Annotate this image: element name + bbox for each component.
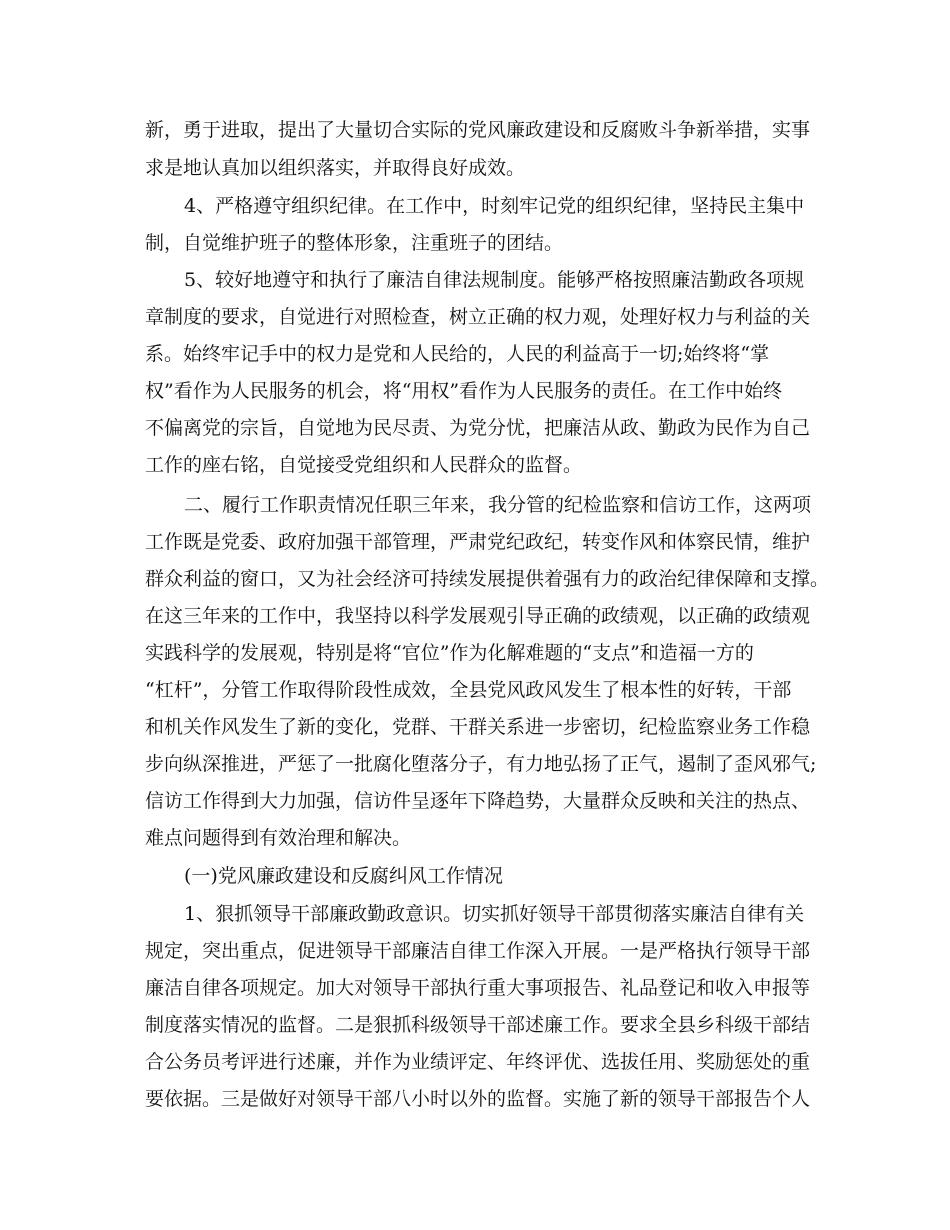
text-line: 廉洁自律各项规定。加大对领导干部执行重大事项报告、礼品登记和收入申报等	[145, 977, 811, 999]
text-line: 难点问题得到有效治理和解决。	[145, 827, 412, 849]
text-line: 要依据。三是做好对领导干部八小时以外的监督。实施了新的领导干部报告个人	[145, 1088, 811, 1110]
text-line: 群众利益的窗口，又为社会经济可持续发展提供着强有力的政治纪律保障和支撑。	[145, 568, 830, 590]
text-line: 工作既是党委、政府加强干部管理，严肃党纪政纪，转变作风和体察民情，维护	[145, 531, 811, 553]
text-line: 4、严格遵守组织纪律。在工作中，时刻牢记党的组织纪律，坚持民主集中	[184, 195, 805, 217]
text-line: 二、履行工作职责情况任职三年来，我分管的纪检监察和信访工作，这两项	[184, 494, 812, 516]
text-line: 章制度的要求，自觉进行对照检查，树立正确的权力观，处理好权力与利益的关	[145, 306, 811, 328]
section-heading: (一)党风廉政建设和反腐纠风工作情况	[184, 865, 503, 887]
text-line: 规定，突出重点，促进领导干部廉洁自律工作深入开展。一是严格执行领导干部	[145, 940, 811, 962]
text-line: 1、狠抓领导干部廉政勤政意识。切实抓好领导干部贯彻落实廉洁自律有关	[184, 903, 805, 925]
text-line: 制，自觉维护班子的整体形象，注重班子的团结。	[145, 232, 564, 254]
text-line: 新，勇于进取，提出了大量切合实际的党风廉政建设和反腐败斗争新举措，实事	[145, 119, 811, 141]
text-line: 制度落实情况的监督。二是狠抓科级领导干部述廉工作。要求全县乡科级干部结	[145, 1014, 811, 1036]
text-line: 系。始终牢记手中的权力是党和人民给的，人民的利益高于一切;始终将“掌	[145, 343, 770, 365]
text-line: 工作的座右铭，自觉接受党组织和人民群众的监督。	[145, 454, 583, 476]
text-line: 和机关作风发生了新的变化，党群、干群关系进一步密切，纪检监察业务工作稳	[145, 716, 811, 738]
text-line: 实践科学的发展观，特别是将“官位”作为化解难题的“支点”和造福一方的	[145, 642, 754, 664]
text-line: 不偏离党的宗旨，自觉地为民尽责、为党分忧，把廉洁从政、勤政为民作为自己	[145, 417, 811, 439]
text-line: 权”看作为人民服务的机会，将“用权”看作为人民服务的责任。在工作中始终	[145, 380, 783, 402]
text-line: “杠杆”，分管工作取得阶段性成效，全县党风政风发生了根本性的好转，干部	[145, 679, 792, 701]
text-line: 求是地认真加以组织落实，并取得良好成效。	[145, 157, 526, 179]
text-line: 合公务员考评进行述廉，并作为业绩评定、年终评优、选拔任用、奖励惩处的重	[145, 1051, 811, 1073]
text-line: 信访工作得到大力加强，信访件呈逐年下降趋势，大量群众反映和关注的热点、	[145, 790, 811, 812]
text-line: 5、较好地遵守和执行了廉洁自律法规制度。能够严格按照廉洁勤政各项规	[184, 269, 805, 291]
text-line: 步向纵深推进，严惩了一批腐化堕落分子，有力地弘扬了正气，遏制了歪风邪气;	[145, 753, 817, 775]
text-line: 在这三年来的工作中，我坚持以科学发展观引导正确的政绩观，以正确的政绩观	[145, 605, 811, 627]
